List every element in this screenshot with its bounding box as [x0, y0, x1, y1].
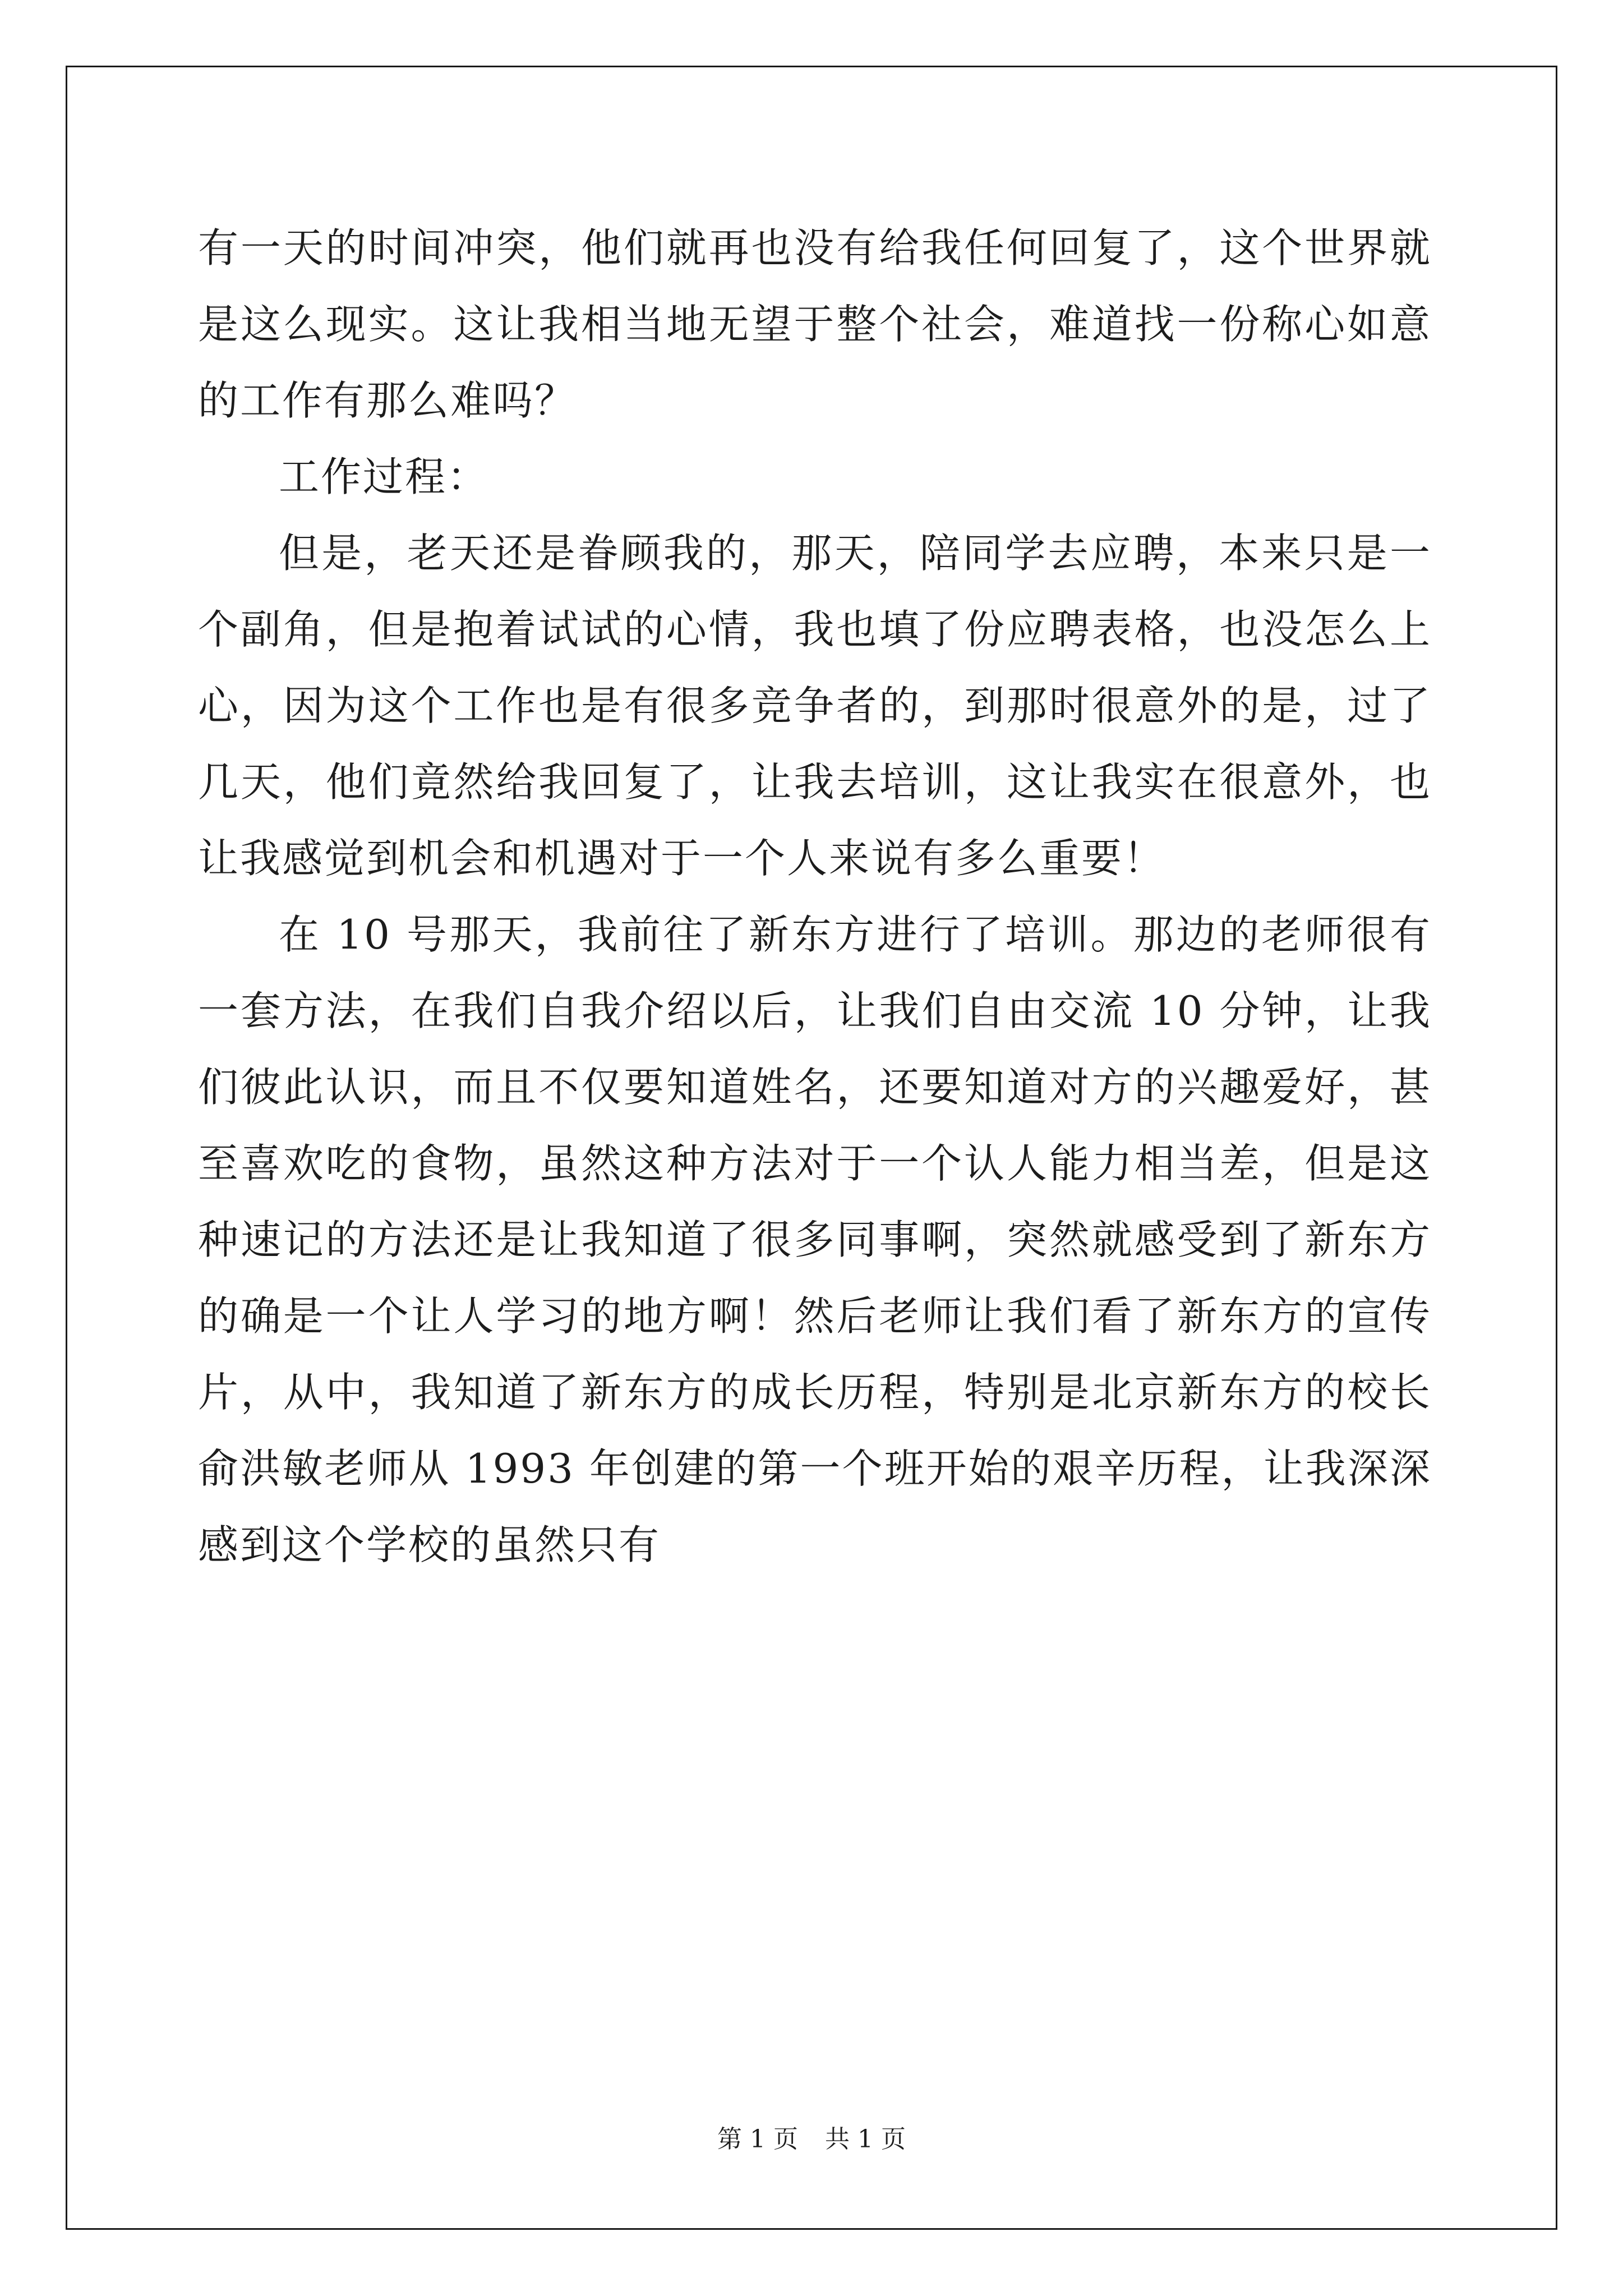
- paragraph-1: 有一天的时间冲突，他们就再也没有给我任何回复了，这个世界就是这么现实。这让我相当地无望于整个社会，难道找一份称心如意的工作有那么难吗？: [198, 224, 1432, 424]
- document-body: [198, 210, 1432, 1583]
- paragraph-3: 但是，老天还是眷顾我的，那天，陪同学去应聘，本来只是一个副角，但是抱着试试的心情，我也填了份应聘表格，也没怎么上心，因为这个工作也是有很多竞争者的，到那时很意外的是，过了几天，他们竟然给我回复了，让我去培训，这让我实在很意外，也让我感觉到机会和机遇对于一个人来说有多么重要！: [198, 530, 1432, 882]
- page-number-total: 共 1 页: [825, 2125, 906, 2154]
- page-number-current: 第 1 页: [717, 2125, 798, 2154]
- page-footer: [0, 2124, 1623, 2155]
- paragraph-4: 在 10 号那天，我前往了新东方进行了培训。那边的老师很有一套方法，在我们自我介绍以后，让我们自由交流 10 分钟，让我们彼此认识，而且不仅要知道姓名，还要知道对方的兴趣爱好，甚至喜欢吃的食物，虽然这种方法对于一个认人能力相当差，但是这种速记的方法还是让我知道了很多同事啊，突然就感受到了新东方的确是一个让人学习的地方啊！然后老师让我们看了新东方的宣传片，从中，我知道了新东方的成长历程，特别是北京新东方的校长俞洪敏老师从 1993 年创建的第一个班开始的艰辛历程，让我深深感到这个学校的虽然只有: [198, 911, 1432, 1568]
- paragraph-2-heading: 工作过程：: [279, 453, 490, 500]
